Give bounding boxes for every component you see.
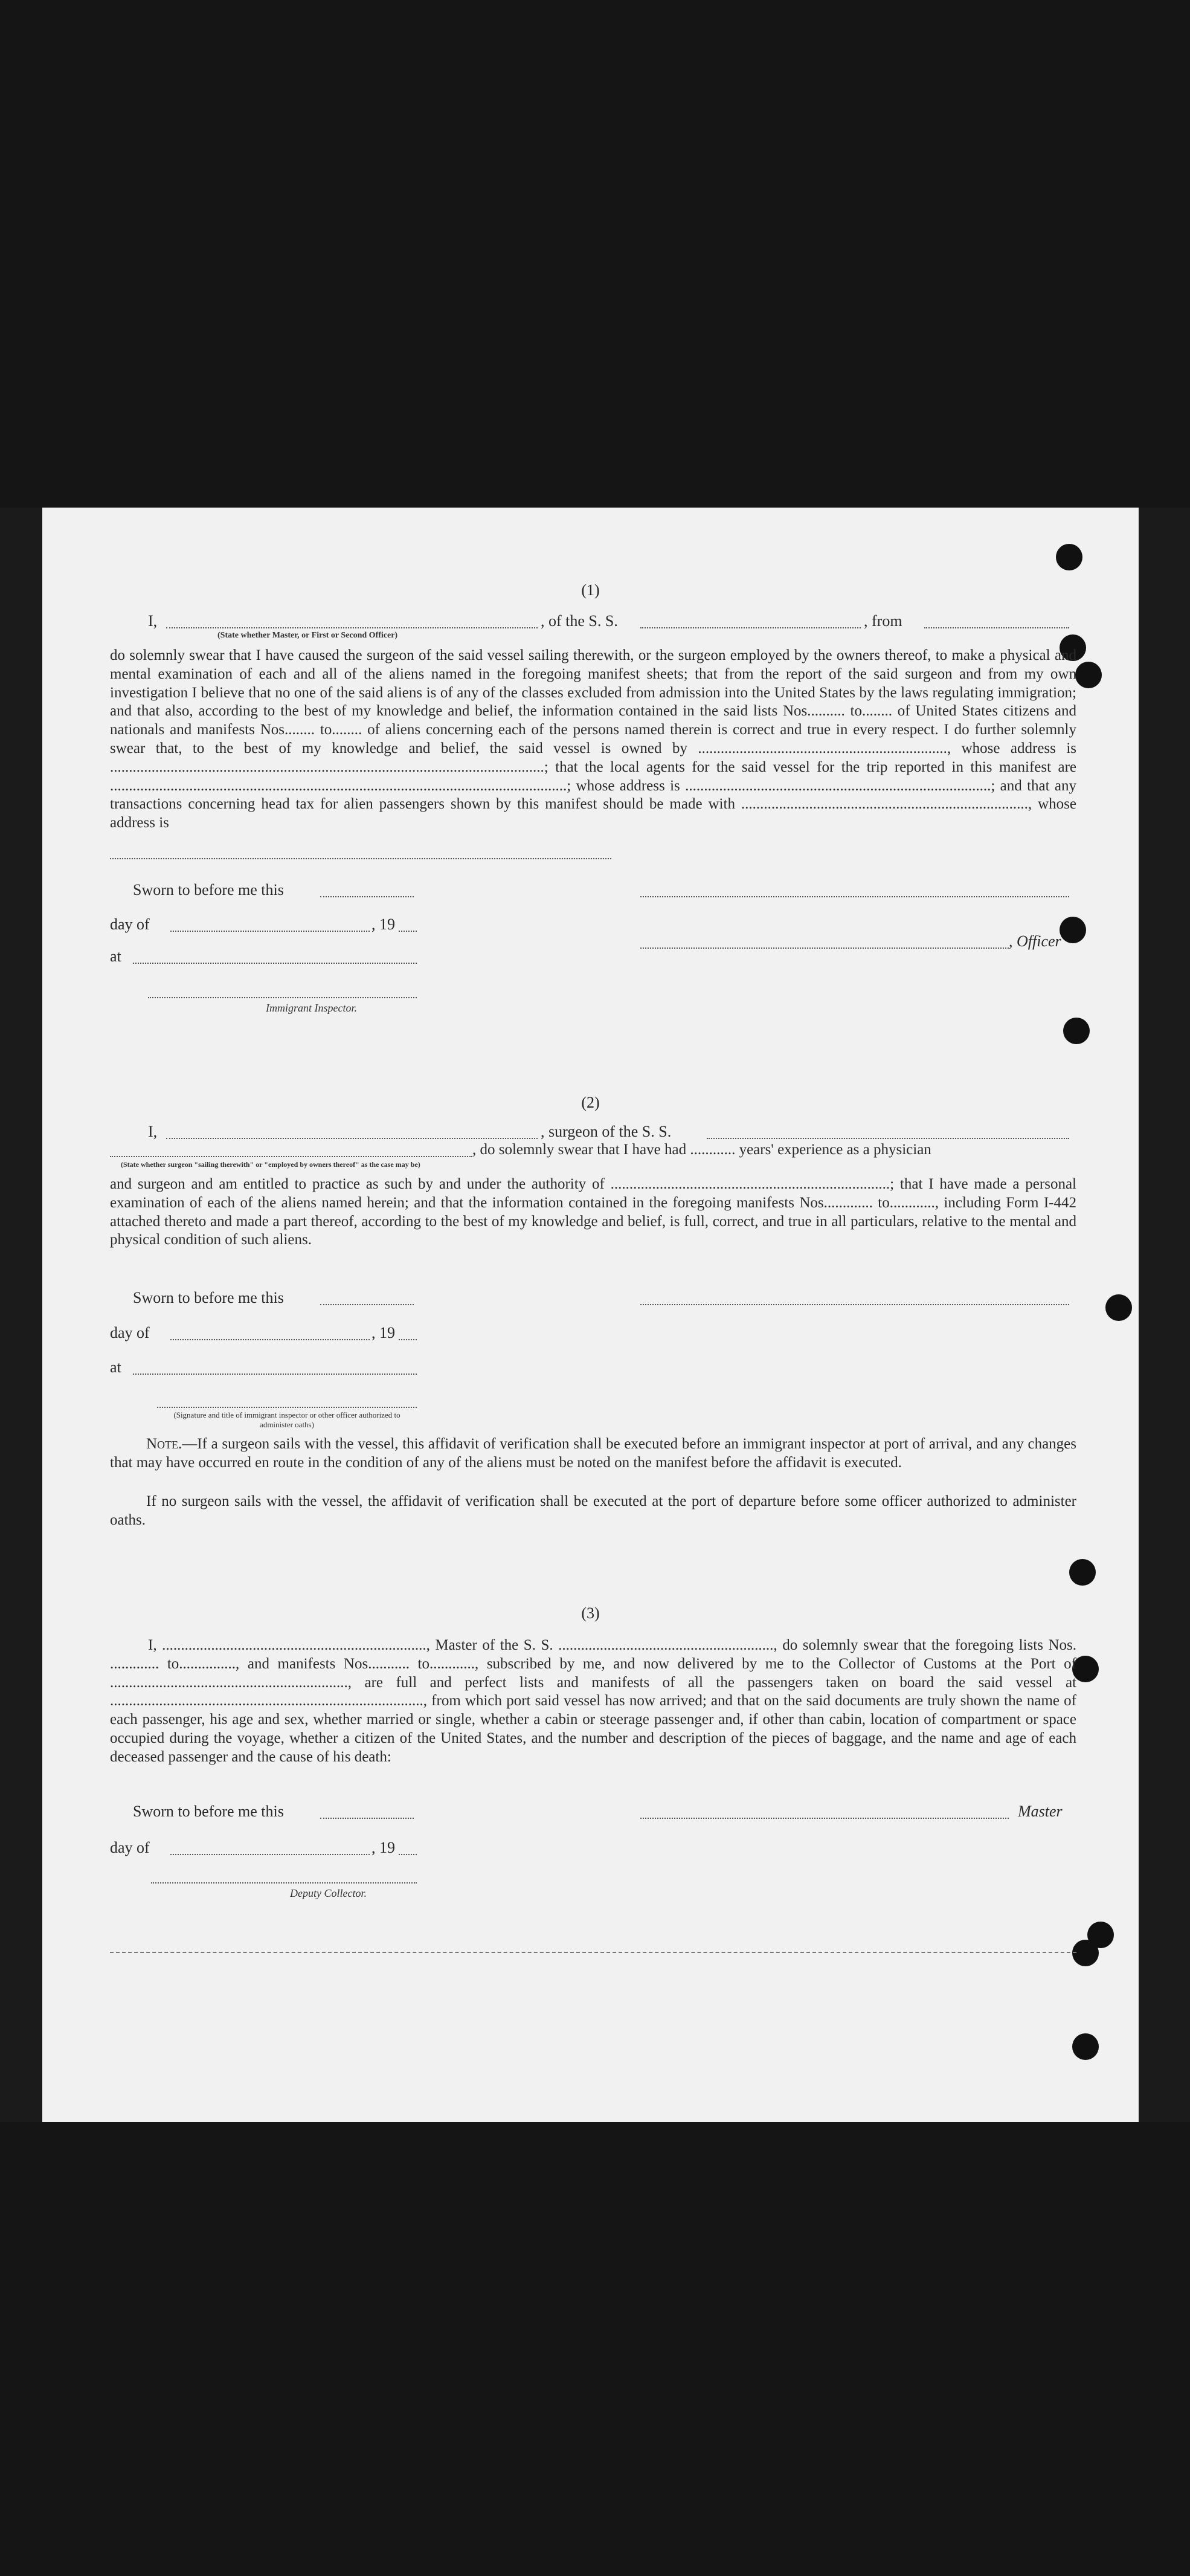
punch-hole bbox=[1072, 1940, 1099, 1966]
manifest-affidavit-sheet bbox=[42, 508, 1139, 2122]
s1-sworn-label: Sworn to before me this bbox=[133, 881, 284, 899]
s2-surgeon-label: , surgeon of the S. S. bbox=[541, 1123, 672, 1140]
punch-hole bbox=[1069, 1559, 1096, 1586]
s1-address-line bbox=[110, 858, 611, 859]
scan-top-band bbox=[0, 0, 1190, 508]
section-1-number: (1) bbox=[581, 581, 600, 599]
s1-signature-line bbox=[640, 896, 1069, 897]
s2-signature-line bbox=[640, 1304, 1069, 1305]
s3-collector-line bbox=[151, 1882, 417, 1884]
s3-day-label: day of bbox=[110, 1839, 150, 1856]
s1-from-line bbox=[924, 627, 1069, 628]
s2-surgeon-caption: (State whether surgeon "sailing therewith" or "employed by owners thereof" as the case may be) bbox=[121, 1160, 420, 1169]
s2-i-label: I, bbox=[148, 1123, 158, 1140]
punch-hole bbox=[1105, 1294, 1132, 1321]
s2-sworn-line bbox=[320, 1304, 414, 1305]
scan-bottom-band bbox=[0, 2122, 1190, 2576]
s1-sworn-line bbox=[320, 896, 414, 897]
s2-day-label: day of bbox=[110, 1324, 150, 1341]
s2-at-line bbox=[133, 1374, 417, 1375]
s3-collector-label: Deputy Collector. bbox=[290, 1887, 367, 1899]
bottom-rule bbox=[110, 1952, 1076, 1953]
punch-hole bbox=[1063, 1018, 1090, 1044]
s1-inspector-label: Immigrant Inspector. bbox=[266, 1002, 357, 1014]
punch-hole bbox=[1075, 662, 1102, 688]
punch-hole bbox=[1060, 917, 1086, 943]
s1-officer-line bbox=[640, 947, 1009, 949]
s1-year-label: , 19 bbox=[371, 915, 395, 933]
s1-day-line bbox=[170, 931, 370, 932]
s2-note-1 bbox=[110, 1435, 1076, 1473]
s2-note-2: If no surgeon sails with the vessel, the affidavit of verification shall be executed at the port of departure before some officer authorized to administer oaths. bbox=[110, 1493, 1076, 1528]
s1-year-line bbox=[399, 931, 417, 932]
punch-hole bbox=[1056, 544, 1082, 570]
s2-note-1-text: —If a surgeon sails with the vessel, this affidavit of verification shall be executed before an immigrant inspector at port of arrival, and any changes that may have occurred en route in the condition of any of the aliens must be noted on the manifest before the affidavit is executed. bbox=[110, 1436, 1076, 1471]
section-2-number: (2) bbox=[581, 1094, 600, 1111]
s1-master-caption: (State whether Master, or First or Second Officer) bbox=[217, 631, 398, 640]
s3-master-label: Master bbox=[1018, 1803, 1063, 1820]
s1-at-label: at bbox=[110, 947, 121, 965]
s1-i-label: I, bbox=[148, 612, 158, 630]
s1-from-label: , from bbox=[864, 612, 902, 630]
s1-oath-paragraph: do solemnly swear that I have caused the surgeon of the said vessel sailing therewith, or the surgeon employed by the owners thereof, to make a physical and mental examination of each and all of the aliens named in the foregoing manifest sheets; that from the report of the said surgeon and from my own investigation I believe that no one of the said aliens is of any of the classes excluded from admission into the United States by the laws regulating immigration; and that also, according to the best of my knowledge and belief, the information contained in the said lists Nos.......... to........ of United States citizens and nationals and manifests Nos........ to........ of aliens concerning each of the persons named therein is correct and true in every respect. I do further solemnly swear that, to the best of my knowledge and belief, the said vessel is owned by .................................................................., whose address is ...................................................................................................................; that the local agents for the said vessel for the trip reported in this manifest are .........................................................................................................................; whose address is .................................................................................; and that any transactions concerning head tax for alien passengers shown by this manifest should be made with ............................................................................, whose address is bbox=[110, 647, 1076, 831]
s1-officer-label: , Officer bbox=[1009, 932, 1061, 950]
s3-year-label: , 19 bbox=[371, 1839, 395, 1856]
s2-signature-caption: (Signature and title of immigrant inspector or other officer authorized to administer oaths) bbox=[173, 1410, 400, 1429]
s3-master-line bbox=[640, 1818, 1009, 1819]
s3-sworn-label: Sworn to before me this bbox=[133, 1803, 284, 1820]
s1-day-label: day of bbox=[110, 915, 150, 933]
s1-vessel-line bbox=[640, 627, 861, 628]
s2-at-label: at bbox=[110, 1358, 121, 1376]
section-3-number: (3) bbox=[581, 1604, 600, 1622]
s1-at-line bbox=[133, 963, 417, 964]
s3-day-line bbox=[170, 1854, 370, 1855]
s2-sworn-label: Sworn to before me this bbox=[133, 1289, 284, 1306]
s3-sworn-line bbox=[320, 1818, 414, 1819]
s1-master-line bbox=[166, 627, 538, 628]
s2-day-line bbox=[170, 1339, 370, 1340]
s2-inspector-line bbox=[157, 1407, 417, 1408]
s1-inspector-line bbox=[148, 997, 417, 998]
s2-year-label: , 19 bbox=[371, 1324, 395, 1341]
s2-experience-text: , do solemnly swear that I have had ............ years' experience as a physician bbox=[472, 1141, 931, 1158]
s2-oath-paragraph: and surgeon and am entitled to practice as such by and under the authority of ..........................................................................; that I have made a personal examination of each of the aliens named herein; and that the information contained in the foregoing manifests Nos............. to............, including Form I-442 attached thereto and made a part thereof, according to the best of my knowledge and belief, is full, correct, and true in all particulars, relative to the mental and physical condition of such aliens. bbox=[110, 1176, 1076, 1248]
s1-vessel-label: , of the S. S. bbox=[541, 612, 618, 630]
s2-status-line bbox=[110, 1156, 472, 1157]
s2-year-line bbox=[399, 1339, 417, 1340]
s2-note-label: Note. bbox=[146, 1436, 182, 1452]
punch-hole bbox=[1072, 2033, 1099, 2060]
s3-oath-paragraph: I, ......................................................................, Master of the S. S. ........................................................., do solemnly swear that the foregoing lists Nos. ............. to..............., and manifests Nos........... to............, subscribed by me, and now delivered by me to the Collector of Customs at the Port of ..............................................................., are full and perfect lists and manifests of all the passengers taken on board the said vessel at ..................................................................................., from which port said vessel has now arrived; and that on the said documents are truly shown the name of each passenger, his age and sex, whether married or single, whether a cabin or steerage passenger and, if other than cabin, location of compartment or space occupied during the voyage, whether a citizen of the United States, and the number and description of the pieces of baggage, and the name and age of each deceased passenger and the cause of his death: bbox=[110, 1637, 1076, 1765]
s3-year-line bbox=[399, 1854, 417, 1855]
